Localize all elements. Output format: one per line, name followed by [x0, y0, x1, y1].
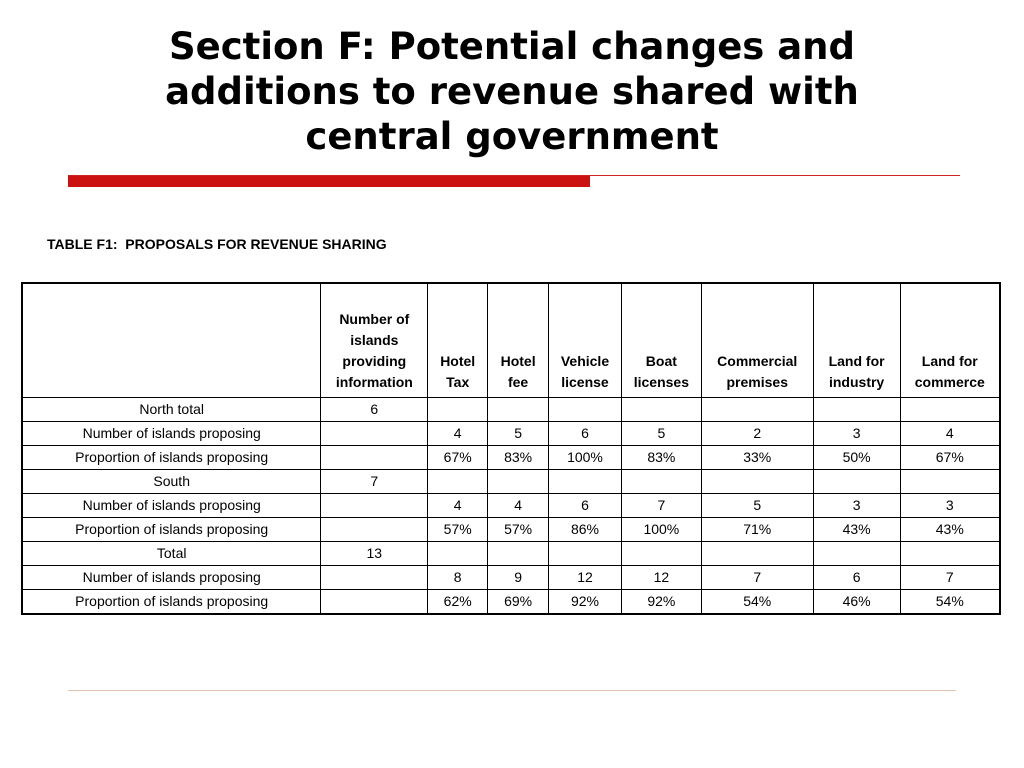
table-cell [621, 469, 701, 493]
table-cell: 5 [488, 421, 549, 445]
row-label: Number of islands proposing [22, 421, 321, 445]
table-cell [321, 589, 428, 614]
table-cell: 7 [321, 469, 428, 493]
table-cell [428, 541, 488, 565]
header-cell-blank [22, 283, 321, 397]
table-cell: 6 [549, 493, 622, 517]
table-cell: 54% [701, 589, 813, 614]
table-cell: 100% [621, 517, 701, 541]
table-cell: 5 [621, 421, 701, 445]
table-row [22, 565, 1000, 589]
table-cell: 54% [900, 589, 1000, 614]
table-cell: 6 [813, 565, 900, 589]
title-accent-bar [68, 176, 590, 187]
table-cell: 12 [549, 565, 622, 589]
table-cell [321, 421, 428, 445]
table-cell [813, 541, 900, 565]
table-cell [621, 397, 701, 421]
table-cell: 33% [701, 445, 813, 469]
table-cell: 13 [321, 541, 428, 565]
table-cell [701, 397, 813, 421]
table-cell: 83% [488, 445, 549, 469]
header-cell: Hotel Tax [428, 283, 488, 397]
table-header-row [22, 283, 1000, 397]
row-label: Number of islands proposing [22, 565, 321, 589]
table-cell [813, 469, 900, 493]
table-cell: 67% [900, 445, 1000, 469]
table-caption: TABLE F1: PROPOSALS FOR REVENUE SHARING [47, 236, 387, 252]
row-label: South [22, 469, 321, 493]
revenue-sharing-table [21, 282, 1001, 615]
table-body [22, 397, 1000, 614]
table-cell [488, 397, 549, 421]
table-row [22, 517, 1000, 541]
table-cell: 5 [701, 493, 813, 517]
row-label: Proportion of islands proposing [22, 589, 321, 614]
table-cell: 3 [900, 493, 1000, 517]
table-cell [488, 469, 549, 493]
table-cell [321, 445, 428, 469]
table-cell: 4 [488, 493, 549, 517]
table-cell: 7 [621, 493, 701, 517]
table-cell: 46% [813, 589, 900, 614]
table-cell [900, 397, 1000, 421]
table-cell [428, 397, 488, 421]
table-cell: 6 [321, 397, 428, 421]
table-row [22, 445, 1000, 469]
table-cell: 92% [549, 589, 622, 614]
table-cell [701, 469, 813, 493]
table-cell: 100% [549, 445, 622, 469]
table-cell: 43% [813, 517, 900, 541]
table-cell: 4 [428, 421, 488, 445]
table-cell: 6 [549, 421, 622, 445]
row-label: North total [22, 397, 321, 421]
table-cell: 92% [621, 589, 701, 614]
table-row [22, 541, 1000, 565]
table-cell [321, 493, 428, 517]
table-cell: 3 [813, 421, 900, 445]
table-row [22, 493, 1000, 517]
table-cell: 43% [900, 517, 1000, 541]
table-cell [621, 541, 701, 565]
table-cell: 83% [621, 445, 701, 469]
table-row [22, 589, 1000, 614]
table-cell: 12 [621, 565, 701, 589]
table-cell [549, 541, 622, 565]
table-cell [321, 565, 428, 589]
table-cell [428, 469, 488, 493]
table-cell: 7 [701, 565, 813, 589]
row-label: Number of islands proposing [22, 493, 321, 517]
row-label: Total [22, 541, 321, 565]
header-cell: Commercial premises [701, 283, 813, 397]
table-cell: 69% [488, 589, 549, 614]
table-cell [549, 397, 622, 421]
table-cell [900, 541, 1000, 565]
table-cell [701, 541, 813, 565]
table-cell [900, 469, 1000, 493]
table-cell [813, 397, 900, 421]
table-row [22, 469, 1000, 493]
row-label: Proportion of islands proposing [22, 445, 321, 469]
table-cell: 67% [428, 445, 488, 469]
slide-title: Section F: Potential changes and additions to revenue shared with central government [165, 25, 859, 158]
footer-rule [68, 690, 956, 691]
table-cell: 86% [549, 517, 622, 541]
table-cell [488, 541, 549, 565]
table-cell: 71% [701, 517, 813, 541]
table-cell: 7 [900, 565, 1000, 589]
table-cell: 4 [428, 493, 488, 517]
table-cell [549, 469, 622, 493]
header-cell: Number of islands providing information [321, 283, 428, 397]
table-cell: 3 [813, 493, 900, 517]
table-cell: 50% [813, 445, 900, 469]
header-cell: Boat licenses [621, 283, 701, 397]
table-cell: 57% [428, 517, 488, 541]
header-cell: Hotel fee [488, 283, 549, 397]
table-cell: 2 [701, 421, 813, 445]
table-cell: 62% [428, 589, 488, 614]
table-cell: 57% [488, 517, 549, 541]
row-label: Proportion of islands proposing [22, 517, 321, 541]
header-cell: Land for commerce [900, 283, 1000, 397]
table-cell: 8 [428, 565, 488, 589]
table-cell [321, 517, 428, 541]
table-cell: 9 [488, 565, 549, 589]
header-cell: Land for industry [813, 283, 900, 397]
header-cell: Vehicle license [549, 283, 622, 397]
table-row [22, 421, 1000, 445]
table-cell: 4 [900, 421, 1000, 445]
table-row [22, 397, 1000, 421]
